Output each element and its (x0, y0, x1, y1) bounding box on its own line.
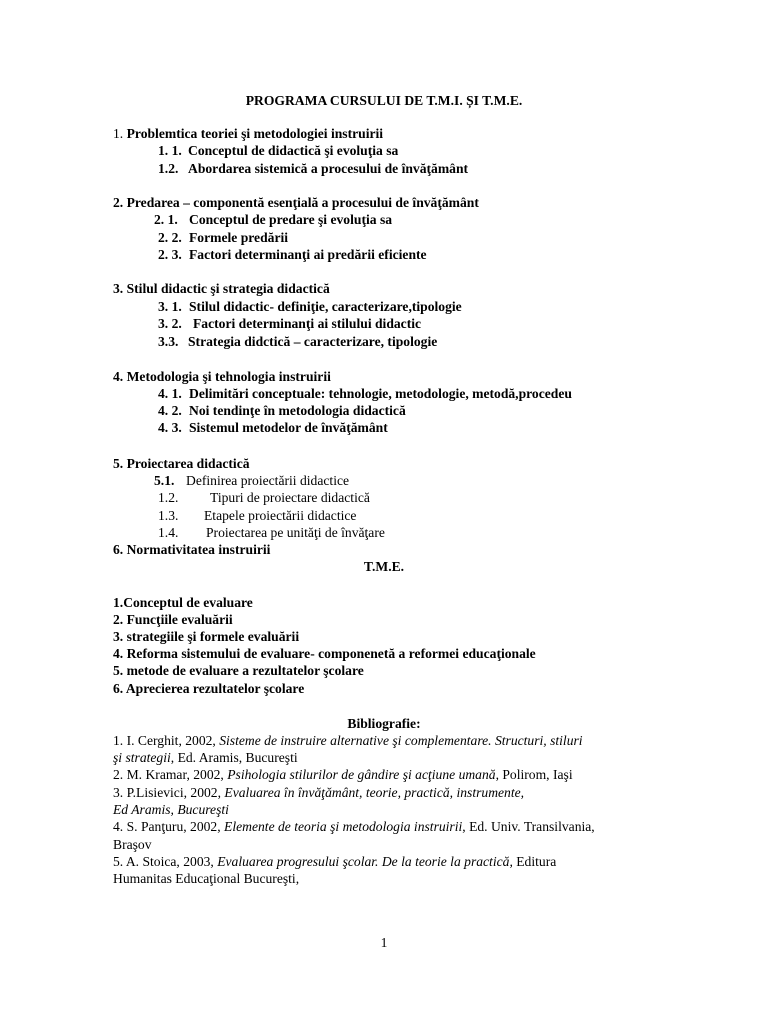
entry-title: Psihologia stilurilor de gândire şi acţiune umană (227, 767, 496, 782)
entry-author: 5. A. Stoica, 2003, (113, 854, 218, 869)
section-1-number: 1. (113, 126, 124, 141)
page-title: PROGRAMA CURSULUI DE T.M.I. ȘI T.M.E. (245, 93, 523, 108)
item-text: Strategia didctică – caracterizare, tipologie (188, 334, 438, 349)
entry-title: Elemente de teoria şi metodologia instruirii (224, 819, 463, 834)
entry-title: Evaluarea progresului şcolar. De la teorie la practică, (217, 854, 513, 869)
list-item (158, 333, 437, 350)
item-text: Etapele proiectării didactice (204, 508, 357, 523)
list-item (158, 229, 288, 246)
entry-author: 2. M. Kramar, 2002, (113, 767, 228, 782)
entry-publisher: , Polirom, Iaşi (495, 767, 573, 782)
item-text: Factori determinanţi ai stilului didactic (193, 316, 422, 331)
tme-item: 1.Conceptul de evaluare (113, 595, 253, 610)
item-text: Abordarea sistemică a procesului de învăţământ (188, 161, 469, 176)
item-number: 1.2. (158, 490, 179, 505)
bibliography-entry (113, 766, 573, 783)
entry-author: 3. P.Lisievici, 2002, (113, 785, 225, 800)
tme-item: 2. Funcţiile evaluării (113, 612, 233, 627)
entry-publisher: , Ed. Univ. Transilvania, (462, 819, 595, 834)
section-5-heading: 5. Proiectarea didactică (113, 456, 250, 471)
item-text: Delimitări conceptuale: tehnologie, metodologie, metodă,procedeu (189, 386, 572, 401)
item-number: 1.3. (158, 508, 179, 523)
item-text: Sistemul metodelor de învăţământ (189, 420, 388, 435)
item-number: 2. 2. (158, 230, 182, 245)
entry-title: şi strategii (113, 750, 171, 765)
item-text: Definirea proiectării didactice (186, 473, 350, 488)
item-text: Formele predării (189, 230, 289, 245)
section-3-heading: 3. Stilul didactic şi strategia didactică (113, 281, 330, 296)
list-item (158, 246, 427, 263)
item-number: 3. 2. (158, 316, 182, 331)
item-number: 4. 2. (158, 403, 182, 418)
item-text: Tipuri de proiectare didactică (210, 490, 370, 505)
section-6-heading: 6. Normativitatea instruirii (113, 542, 271, 557)
bibliography-entry (113, 732, 583, 749)
list-item (158, 142, 398, 159)
item-number: 5.1. (154, 473, 175, 488)
item-number: 1.4. (158, 525, 179, 540)
entry-publisher: , Ed. Aramis, Bucureşti (170, 750, 298, 765)
item-text: Noi tendinţe în metodologia didactică (189, 403, 406, 418)
list-item (158, 524, 385, 541)
list-item (154, 472, 349, 489)
item-text: Stilul didactic- definiţie, caracterizare,tipologie (189, 299, 462, 314)
item-number: 3.3. (158, 334, 179, 349)
bibliography-entry (113, 853, 556, 870)
bibliography-entry-cont: Humanitas Educaţional Bucureşti, (113, 871, 300, 886)
tme-item: 5. metode de evaluare a rezultatelor şcolare (113, 663, 364, 678)
item-text: Factori determinanţi ai predării eficiente (189, 247, 427, 262)
entry-publisher: Editura (512, 854, 557, 869)
item-number: 4. 1. (158, 386, 182, 401)
bibliography-entry-cont: Braşov (113, 837, 152, 852)
page-number: 1 (380, 935, 388, 950)
item-text: Proiectarea pe unităţi de învăţare (206, 525, 385, 540)
list-item (158, 507, 356, 524)
bibliography-entry-cont (113, 749, 298, 766)
item-text: Conceptul de predare şi evoluţia sa (189, 212, 393, 227)
bibliography-heading: Bibliografie: (347, 716, 421, 731)
tme-item: 6. Aprecierea rezultatelor şcolare (113, 681, 305, 696)
entry-author: 1. I. Cerghit, 2002, (113, 733, 220, 748)
list-item (158, 315, 421, 332)
item-number: 2. 3. (158, 247, 182, 262)
list-item (158, 385, 572, 402)
item-number: 1. 1. (158, 143, 182, 158)
entry-title: Sisteme de instruire alternative şi complementare. Structuri, stiluri (219, 733, 583, 748)
entry-author: 4. S. Panţuru, 2002, (113, 819, 225, 834)
list-item (158, 298, 462, 315)
section-2-heading: 2. Predarea – componentă esenţială a procesului de învăţământ (113, 195, 479, 210)
list-item (158, 160, 468, 177)
item-number: 3. 1. (158, 299, 182, 314)
section-4-heading: 4. Metodologia şi tehnologia instruirii (113, 369, 331, 384)
bibliography-entry (113, 784, 524, 801)
list-item (158, 402, 406, 419)
entry-title: Evaluarea în învăţământ, teorie, practică, instrumente, (224, 785, 525, 800)
bibliography-entry (113, 818, 595, 835)
item-text: Conceptul de didactică şi evoluţia sa (188, 143, 399, 158)
section-1-heading (113, 125, 383, 142)
list-item (158, 489, 370, 506)
item-number: 2. 1. (154, 212, 178, 227)
list-item (158, 419, 388, 436)
section-1-title: Problemtica teoriei şi metodologiei instruirii (126, 126, 384, 141)
item-number: 4. 3. (158, 420, 182, 435)
tme-item: 4. Reforma sistemului de evaluare- componenetă a reformei educaţionale (113, 646, 536, 661)
list-item (154, 211, 392, 228)
tme-item: 3. strategiile şi formele evaluării (113, 629, 300, 644)
tme-heading: T.M.E. (363, 559, 405, 574)
bibliography-entry-cont: Ed Aramis, Bucureşti (113, 802, 229, 817)
item-number: 1.2. (158, 161, 179, 176)
